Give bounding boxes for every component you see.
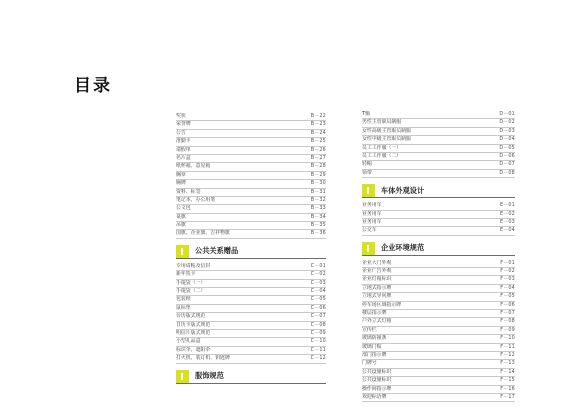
toc-entry-label: 准勤卡	[176, 138, 191, 145]
toc-entry-page: D－05	[499, 144, 515, 151]
toc-entry[interactable]	[176, 230, 326, 238]
toc-entry-page: B－36	[310, 230, 326, 237]
toc-entry-label: 专用请帖及信封	[176, 262, 211, 269]
toc-entry[interactable]	[362, 344, 515, 352]
toc-entry-page: F－03	[500, 276, 515, 283]
toc-entry-page: F－17	[500, 393, 515, 400]
toc-entry-page: E－02	[499, 210, 515, 217]
toc-entry[interactable]	[362, 285, 515, 293]
toc-entry-label: 公文包	[176, 205, 191, 212]
toc-entry-page: D－07	[499, 161, 515, 168]
toc-entry[interactable]	[362, 386, 515, 394]
toc-entry-label: 玻璃防撞条	[362, 335, 387, 342]
toc-entry[interactable]	[362, 202, 515, 210]
toc-entry[interactable]	[176, 130, 326, 138]
toc-list-d	[362, 111, 515, 178]
toc-entry-label: 户外立式灯箱	[362, 318, 392, 325]
toc-entry[interactable]	[362, 327, 515, 335]
toc-entry-page: D－01	[499, 110, 515, 117]
toc-entry-label: 员工工作服（二）	[362, 152, 402, 159]
toc-entry-label: 打火机、装订机、钥匙牌	[176, 355, 230, 362]
toc-entry-label: 玻璃门贴	[362, 343, 382, 350]
toc-entry-label: 立地式导向牌	[362, 293, 392, 300]
toc-entry-label: 手提袋（二）	[176, 288, 206, 295]
toc-entry-label: 国旗、企业旗、吉祥物旗	[176, 230, 230, 237]
toc-entry-label: 新年贺卡	[176, 271, 196, 278]
toc-entry-label: 明信片版式规范	[176, 329, 211, 336]
toc-list-b	[176, 113, 326, 239]
toc-entry[interactable]	[362, 136, 515, 144]
toc-entry-page: B－31	[310, 188, 326, 195]
toc-entry[interactable]	[362, 352, 515, 360]
toc-entry-label: T恤	[362, 110, 370, 117]
toc-entry-label: 资料、标签	[176, 188, 201, 195]
toc-entry-label: 企业广告外观	[362, 268, 392, 275]
toc-entry-label: 荣誉牌	[176, 121, 191, 128]
toc-entry-page: B－35	[310, 222, 326, 229]
section-title-d: 服饰规范	[195, 371, 224, 381]
toc-entry[interactable]	[176, 197, 326, 205]
toc-entry[interactable]	[176, 180, 326, 188]
toc-entry-label: 纸杯箱、意见箱	[176, 163, 211, 170]
toc-entry[interactable]	[362, 377, 515, 385]
page-title: 目录	[74, 76, 112, 96]
toc-entry-page: B－22	[310, 112, 326, 119]
toc-entry-page: F－05	[500, 293, 515, 300]
toc-entry-label: 停车场区域指示牌	[362, 301, 402, 308]
toc-entry-label: 女性高级主管职员制服	[362, 127, 411, 134]
toc-entry-label: 标识伞、遮阳伞	[176, 346, 211, 353]
toc-entry[interactable]	[362, 219, 515, 227]
toc-entry[interactable]	[362, 153, 515, 161]
toc-entry[interactable]	[176, 330, 326, 338]
toc-entry[interactable]	[362, 369, 515, 377]
toc-entry[interactable]	[362, 310, 515, 318]
toc-entry[interactable]	[362, 145, 515, 153]
toc-entry-page: F－16	[500, 385, 515, 392]
toc-entry-page: F－09	[500, 326, 515, 333]
toc-entry[interactable]	[176, 271, 326, 279]
toc-entry-page: D－03	[499, 127, 515, 134]
toc-entry-page: F－12	[500, 351, 515, 358]
toc-entry[interactable]	[176, 347, 326, 355]
toc-entry-page: F－06	[500, 301, 515, 308]
toc-entry[interactable]	[362, 260, 515, 268]
toc-entry-label: 手提袋（一）	[176, 279, 206, 286]
toc-entry-label: 员工工作服（一）	[362, 144, 402, 151]
toc-entry[interactable]	[362, 170, 515, 178]
toc-entry[interactable]	[176, 172, 326, 180]
toc-entry[interactable]	[362, 161, 515, 169]
toc-entry[interactable]	[176, 163, 326, 171]
toc-entry-label: 轻帽	[362, 161, 372, 168]
toc-entry-label: 业务用车	[362, 210, 382, 217]
toc-entry-page: C－07	[310, 313, 326, 320]
toc-entry[interactable]	[176, 355, 326, 363]
toc-entry-label: 企业灯箱标识	[362, 276, 392, 283]
toc-entry-page: C－03	[310, 279, 326, 286]
toc-right-column	[362, 111, 515, 402]
toc-entry-page: F－11	[500, 343, 515, 350]
toc-entry[interactable]	[176, 288, 326, 296]
toc-entry[interactable]	[362, 360, 515, 368]
toc-entry-page: F－07	[500, 310, 515, 317]
toc-left-column	[176, 113, 326, 388]
toc-entry[interactable]	[176, 338, 326, 346]
toc-entry-page: C－09	[310, 329, 326, 336]
section-title-c: 公共关系赠品	[195, 246, 239, 256]
toc-entry-page: E－01	[499, 202, 515, 209]
toc-entry-label: 台历版式规范	[176, 313, 206, 320]
toc-entry-label: 公告	[176, 129, 186, 136]
toc-entry-label: 立地式指示牌	[362, 284, 392, 291]
toc-entry-label: 欢迎标语牌	[362, 393, 387, 400]
toc-entry-label: 公交车	[362, 227, 377, 234]
toc-entry-label: 门牌号	[362, 360, 377, 367]
toc-entry-page: C－08	[310, 321, 326, 328]
toc-entry-label: 楼层指示牌	[362, 310, 387, 317]
toc-entry[interactable]	[176, 263, 326, 271]
toc-entry[interactable]	[362, 318, 515, 326]
toc-entry-page: C－10	[310, 338, 326, 345]
toc-entry-page: B－34	[310, 213, 326, 220]
toc-entry[interactable]	[176, 155, 326, 163]
toc-entry[interactable]	[176, 113, 326, 121]
toc-entry-page: C－11	[310, 346, 326, 353]
toc-entry-page: D－02	[499, 119, 515, 126]
toc-entry-page: B－25	[310, 138, 326, 145]
toc-entry[interactable]	[362, 276, 515, 284]
toc-entry[interactable]	[362, 119, 515, 127]
toc-entry-page: B－33	[310, 205, 326, 212]
toc-entry-label: 笔记本、办公用笔	[176, 196, 216, 203]
toc-entry-label: 领带	[362, 169, 372, 176]
toc-entry-label: 企业大门外观	[362, 259, 392, 266]
toc-entry-label: 日历卡版式规范	[176, 321, 211, 328]
toc-list-f	[362, 260, 515, 403]
toc-entry[interactable]	[176, 214, 326, 222]
toc-entry-page: F－08	[500, 318, 515, 325]
toc-entry[interactable]	[362, 302, 515, 310]
toc-entry-label: 名片盒	[176, 154, 191, 161]
section-header-e[interactable]	[362, 184, 515, 197]
toc-entry-page: C－06	[310, 304, 326, 311]
section-title-e: 车体外观设计	[381, 185, 425, 195]
toc-entry-page: E－03	[499, 218, 515, 225]
toc-entry-label: 公共设施标识	[362, 368, 392, 375]
toc-entry[interactable]	[176, 189, 326, 197]
toc-entry-label: 男性主管职员制服	[362, 119, 402, 126]
toc-entry-page: B－23	[310, 121, 326, 128]
toc-entry-label: 包装纸	[176, 296, 191, 303]
toc-entry[interactable]	[176, 296, 326, 304]
section-marker-icon	[362, 184, 375, 197]
toc-entry-label: 胸牌	[176, 180, 186, 187]
toc-entry[interactable]	[362, 111, 515, 119]
toc-entry-page: B－29	[310, 171, 326, 178]
toc-entry[interactable]	[176, 138, 326, 146]
toc-entry[interactable]	[176, 313, 326, 321]
toc-list-e	[362, 202, 515, 236]
toc-entry-label: 鼠标垫	[176, 304, 191, 311]
toc-entry[interactable]	[176, 305, 326, 313]
toc-entry[interactable]	[176, 280, 326, 288]
toc-entry-page: C－04	[310, 288, 326, 295]
toc-entry-label: 奖状	[176, 112, 186, 119]
toc-entry-page: D－06	[499, 152, 515, 159]
toc-entry-page: F－01	[500, 259, 515, 266]
toc-entry-page: C－12	[310, 355, 326, 362]
toc-entry-page: C－05	[310, 296, 326, 303]
toc-entry-page: D－04	[499, 136, 515, 143]
toc-entry-page: B－27	[310, 154, 326, 161]
toc-entry-page: B－24	[310, 129, 326, 136]
toc-entry-page: F－02	[500, 268, 515, 275]
toc-entry[interactable]	[362, 211, 515, 219]
toc-entry-label: 请假单	[176, 146, 191, 153]
toc-entry[interactable]	[362, 227, 515, 235]
toc-entry-label: 吊旗	[176, 222, 186, 229]
toc-entry-page: B－32	[310, 196, 326, 203]
toc-entry-label: 胸章	[176, 171, 186, 178]
toc-entry-label: 桌旗	[176, 213, 186, 220]
toc-entry-page: B－28	[310, 163, 326, 170]
toc-entry[interactable]	[362, 128, 515, 136]
toc-entry-page: F－14	[500, 368, 515, 375]
toc-entry-label: 部门指示牌	[362, 351, 387, 358]
toc-entry-label: 操作间指示牌	[362, 385, 392, 392]
toc-entry[interactable]	[362, 268, 515, 276]
toc-entry-page: B－26	[310, 146, 326, 153]
toc-entry[interactable]	[362, 335, 515, 343]
toc-entry-page: F－13	[500, 360, 515, 367]
toc-entry[interactable]	[362, 293, 515, 301]
section-header-c[interactable]	[176, 245, 326, 258]
toc-entry[interactable]	[176, 121, 326, 129]
toc-entry[interactable]	[176, 222, 326, 230]
section-marker-icon	[176, 245, 189, 258]
toc-entry-page: F－10	[500, 335, 515, 342]
toc-entry-label: 业务用车	[362, 218, 382, 225]
section-header-f[interactable]	[362, 242, 515, 255]
toc-entry-label: 业务用车	[362, 202, 382, 209]
toc-entry-page: E－04	[499, 227, 515, 234]
section-marker-icon	[176, 370, 189, 383]
toc-list-c	[176, 263, 326, 364]
toc-entry[interactable]	[176, 147, 326, 155]
toc-entry-page: C－02	[310, 271, 326, 278]
toc-entry-page: F－15	[500, 377, 515, 384]
toc-entry-page: C－01	[310, 262, 326, 269]
section-title-f: 企业环境规范	[381, 243, 425, 253]
toc-entry-label: 公共设施标识	[362, 377, 392, 384]
section-header-d[interactable]	[176, 370, 326, 383]
toc-entry[interactable]	[176, 205, 326, 213]
toc-entry[interactable]	[362, 394, 515, 402]
toc-entry-label: 宣传栏	[362, 326, 377, 333]
toc-entry-page: D－08	[499, 169, 515, 176]
toc-entry[interactable]	[176, 322, 326, 330]
toc-entry-label: 小型礼品盒	[176, 338, 201, 345]
toc-entry-page: F－04	[500, 284, 515, 291]
toc-entry-page: B－30	[310, 180, 326, 187]
toc-entry-label: 女性中级主管职员制服	[362, 136, 411, 143]
section-marker-icon	[362, 242, 375, 255]
